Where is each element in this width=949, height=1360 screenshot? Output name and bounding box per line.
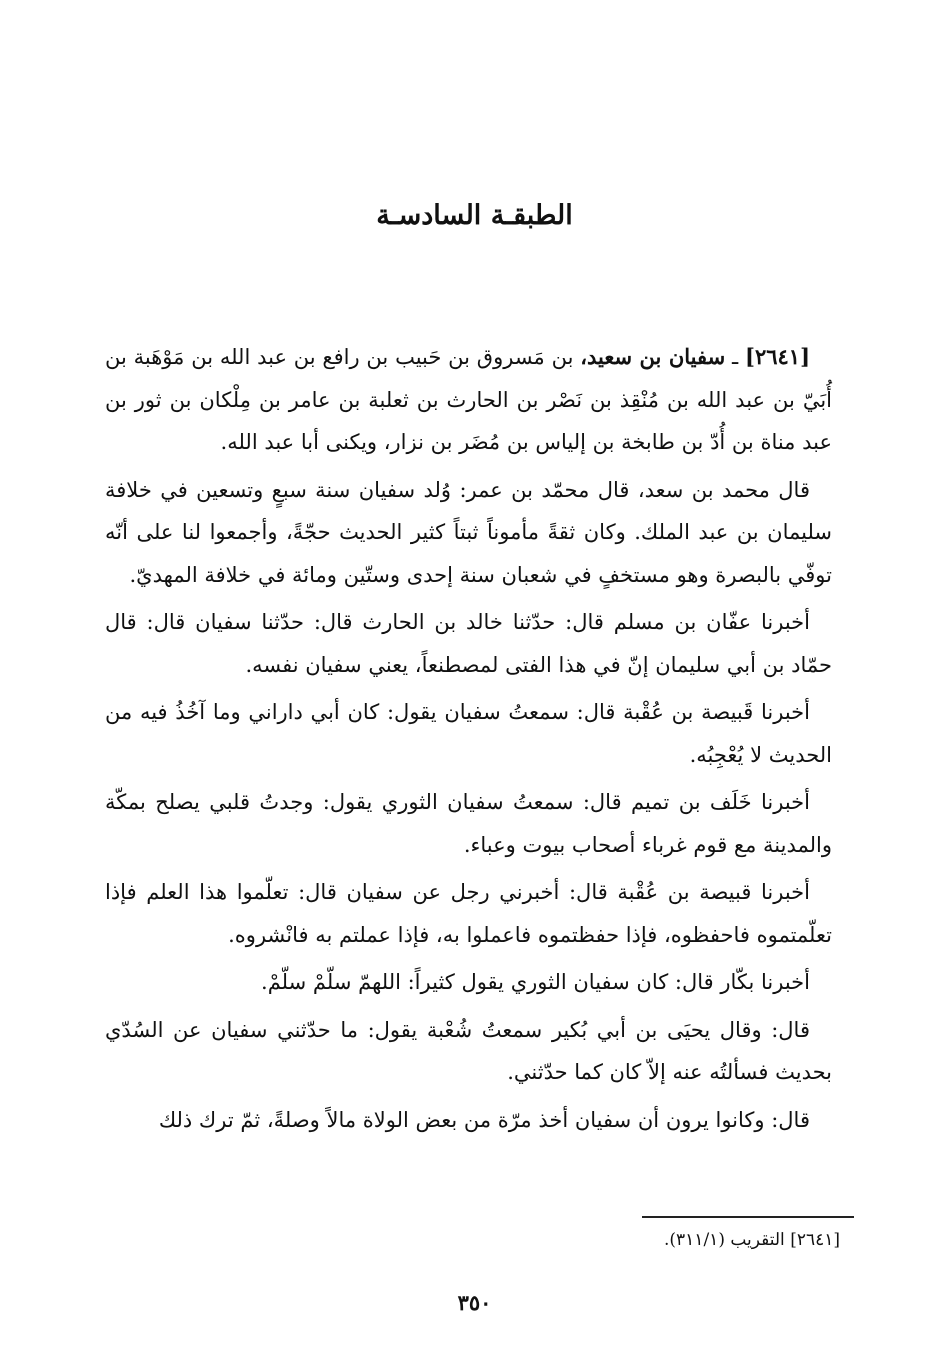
paragraph: قال: وكانوا يرون أن سفيان أخذ مرّة من بعض الولاة مالاً وصلةً، ثمّ ترك ذلك — [158, 1107, 810, 1132]
chapter-title: الطبقـة السادسـة — [376, 200, 573, 231]
main-text — [105, 336, 832, 1141]
entry-paragraph — [105, 336, 832, 464]
paragraph: قال: وقال يحيَى بن أبي بُكير سمعتُ شُعْبة يقول: ما حدّثني سفيان عن السُدّي بحديث فسألتُه عنه إلاّ كان كما حدّثني. — [105, 1017, 832, 1084]
paragraph: أخبرنا بكّار قال: كان سفيان الثوري يقول كثيراً: اللهمّ سلّمْ سلّمْ. — [261, 970, 810, 994]
paragraph: أخبرنا خَلَف بن تميم قال: سمعتُ سفيان الثوري يقول: وجدتُ قلبي يصلح بمكّة والمدينة مع قوم غرباء أصحاب بيوت وعباء. — [105, 790, 832, 857]
entry-separator: ـ — [725, 345, 745, 369]
paragraph: أخبرنا قَبيصة بن عُقْبة قال: سمعتُ سفيان يقول: كان أبي داراني وما آخُذُ فيه من الحديث لا يُعْجِبُه. — [105, 700, 832, 767]
entry-lineage: بن مَسروق بن حَبيب بن رافع بن عبد الله بن مَوْهَبة بن أُبَيّ بن عبد الله بن مُنْقِذ بن نَصْر بن الحارث بن ثعلبة بن عامر بن مِلْكان بن ثور بن عبد مناة بن أُدّ بن طابخة بن إلياس بن مُضَر بن نزار، ويكنى أبا عبد الله. — [105, 345, 832, 454]
entry-name: سفيان بن سعيد، — [580, 344, 726, 369]
page-number: ٣٥٠ — [457, 1290, 492, 1315]
paragraph: أخبرنا قبيصة بن عُقْبة قال: أخبرني رجل عن سفيان قال: تعلّموا هذا العلم فإذا تعلّمتموه فاحفظوه، فإذا حفظتموه فاعملوا به، فإذا عملتم به فانْشروه. — [105, 880, 832, 947]
paragraph: أخبرنا عفّان بن مسلم قال: حدّثنا خالد بن الحارث قال: حدّثنا سفيان قال: قال حمّاد بن أبي سليمان إنّ في هذا الفتى لمصطنعاً، يعني سفيان نفسه. — [105, 610, 832, 677]
footnote: [٢٦٤١] التقريب (٣١١/١). — [664, 1230, 840, 1250]
entry-number: [٢٦٤١] — [745, 344, 810, 369]
paragraph: قال محمد بن سعد، قال محمّد بن عمر: وُلد سفيان سنة سبعٍ وتسعين في خلافة سليمان بن عبد الملك. وكان ثقةً مأموناً ثبتاً كثير الحديث حجّةً، وأجمعوا لنا على أنّه توفّي بالبصرة وهو مستخفٍ في شعبان سنة إحدى وستّين ومائة في خلافة المهديّ. — [105, 477, 832, 587]
footnote-divider — [642, 1216, 854, 1218]
